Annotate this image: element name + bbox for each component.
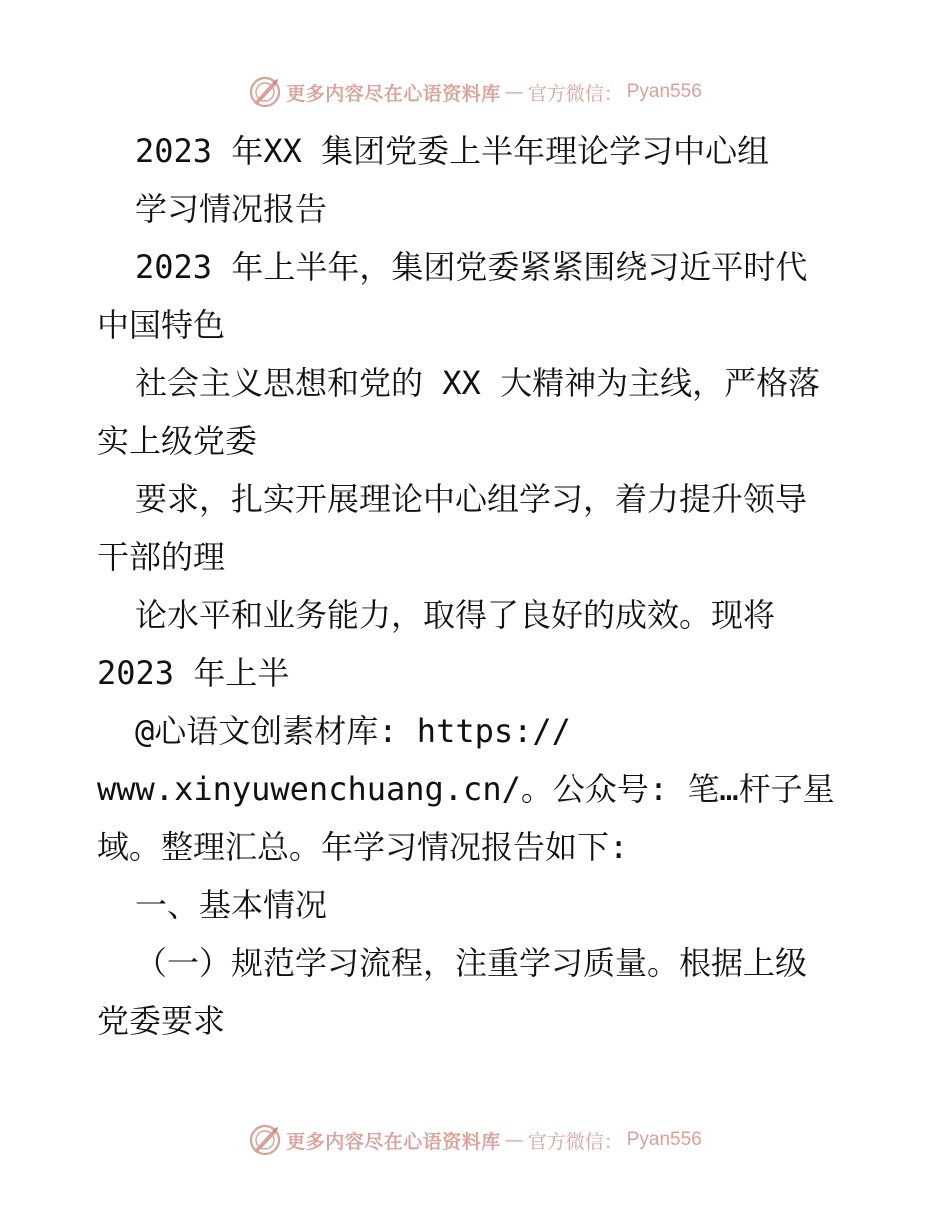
doc-line: 域。整理汇总。年学习情况报告如下: <box>97 828 629 866</box>
doc-line: 干部的理 <box>97 538 226 576</box>
doc-line: 学习情况报告 <box>135 190 328 228</box>
quill-logo-icon <box>248 1123 282 1157</box>
brand-separator: — <box>504 81 524 103</box>
wechat-id: Pyan556 <box>626 1129 702 1150</box>
doc-line: www.xinyuwenchuang.cn/。公众号: 笔…杆子星 <box>97 770 835 808</box>
wechat-id: Pyan556 <box>626 81 702 102</box>
doc-line: 实上级党委 <box>97 422 258 460</box>
doc-line: 2023 年上半年，集团党委紧紧围绕习近平时代 <box>135 248 808 286</box>
wechat-label: 官方微信： <box>527 82 623 105</box>
document-body <box>97 122 857 1050</box>
doc-line: 2023 年上半 <box>97 654 290 692</box>
brand-text: 更多内容尽在心语资料库 <box>286 1130 501 1153</box>
brand-separator: — <box>504 1129 524 1151</box>
quill-logo-icon <box>248 75 282 109</box>
footer-watermark <box>0 1120 950 1160</box>
doc-line: 2023 年XX 集团党委上半年理论学习中心组 <box>135 132 770 170</box>
doc-line: 要求，扎实开展理论中心组学习，着力提升领导 <box>135 480 808 518</box>
doc-line: 党委要求 <box>97 1002 226 1040</box>
doc-line: @心语文创素材库: https:// <box>135 712 571 750</box>
wechat-label: 官方微信： <box>527 1130 623 1153</box>
doc-line: （一）规范学习流程，注重学习质量。根据上级 <box>135 944 808 982</box>
doc-line: 论水平和业务能力，取得了良好的成效。现将 <box>135 596 776 634</box>
header-watermark <box>0 72 950 112</box>
brand-text: 更多内容尽在心语资料库 <box>286 82 501 105</box>
doc-line: 中国特色 <box>97 306 226 344</box>
doc-line: 社会主义思想和党的 XX 大精神为主线，严格落 <box>135 364 821 402</box>
doc-line: 一、基本情况 <box>135 886 328 924</box>
